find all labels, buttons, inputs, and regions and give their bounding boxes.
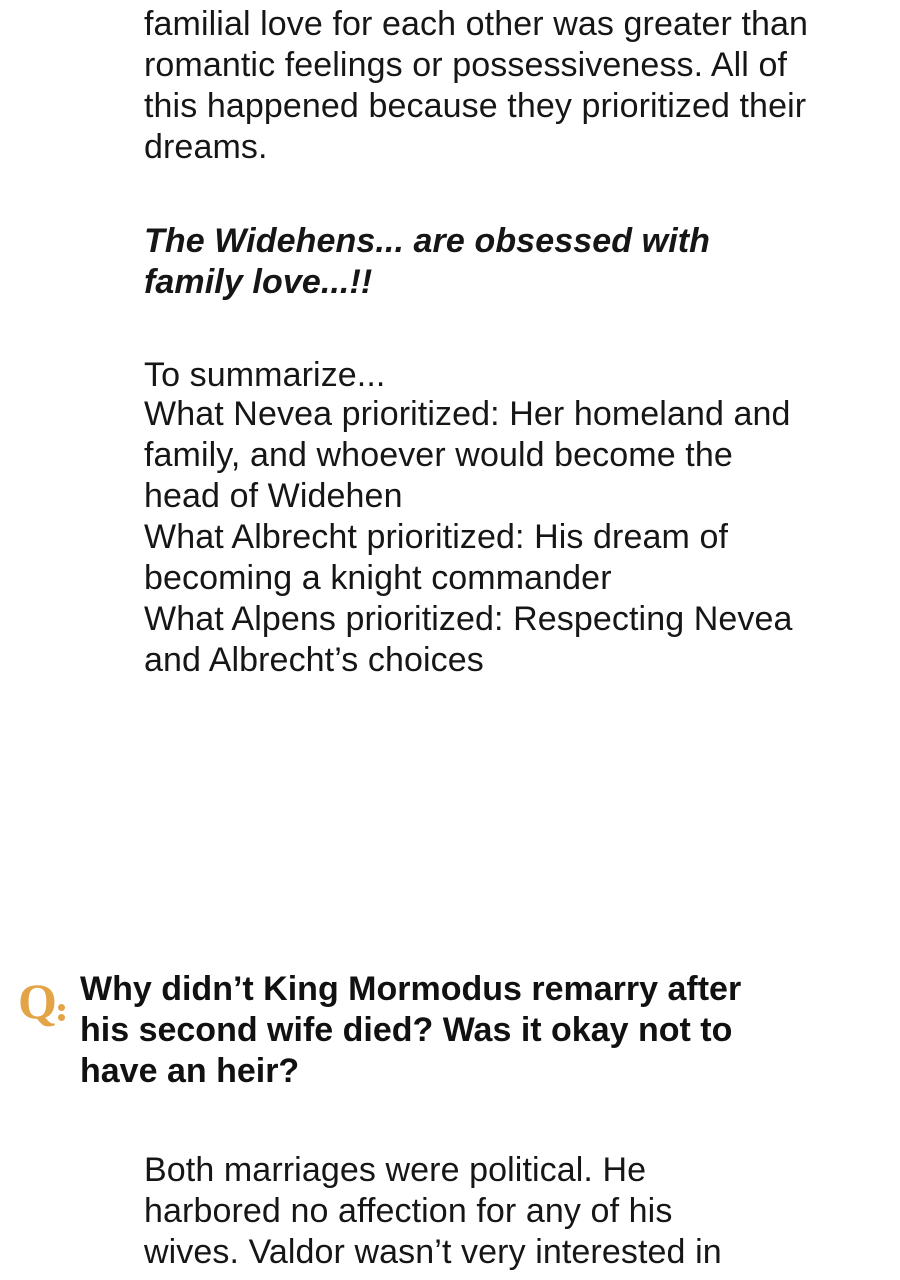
summary-line: What Albrecht prioritized: His dream of <box>144 518 729 556</box>
question-marker-icon: Q <box>18 973 57 1029</box>
question-line: Why didn’t King Mormodus remarry after <box>80 970 742 1008</box>
paragraph-line: romantic feelings or possessiveness. All of <box>144 46 788 84</box>
summary-line: What Nevea prioritized: Her homeland and <box>144 395 791 433</box>
answer-line: harbored no affection for any of his <box>144 1192 673 1230</box>
paragraph-line: this happened because they prioritized their <box>144 87 807 125</box>
question-marker-dot <box>58 1004 65 1011</box>
summary-line: becoming a knight commander <box>144 559 612 597</box>
emphasis-line: family love...!! <box>144 263 373 301</box>
summary-line: family, and whoever would become the <box>144 436 733 474</box>
summary-line: To summarize... <box>144 356 386 394</box>
answer-line: Both marriages were political. He <box>144 1151 647 1189</box>
summary-line: and Albrecht’s choices <box>144 641 484 679</box>
summary-line: What Alpens prioritized: Respecting Nevea <box>144 600 793 638</box>
paragraph-line: familial love for each other was greater than <box>144 5 809 43</box>
emphasis-line: The Widehens... are obsessed with <box>144 222 711 260</box>
summary-line: head of Widehen <box>144 477 403 515</box>
question-line: have an heir? <box>80 1052 300 1090</box>
paragraph-line: dreams. <box>144 128 268 166</box>
answer-line: wives. Valdor wasn’t very interested in <box>144 1233 722 1271</box>
question-line: his second wife died? Was it okay not to <box>80 1011 733 1049</box>
question-marker-dot <box>58 1014 65 1021</box>
